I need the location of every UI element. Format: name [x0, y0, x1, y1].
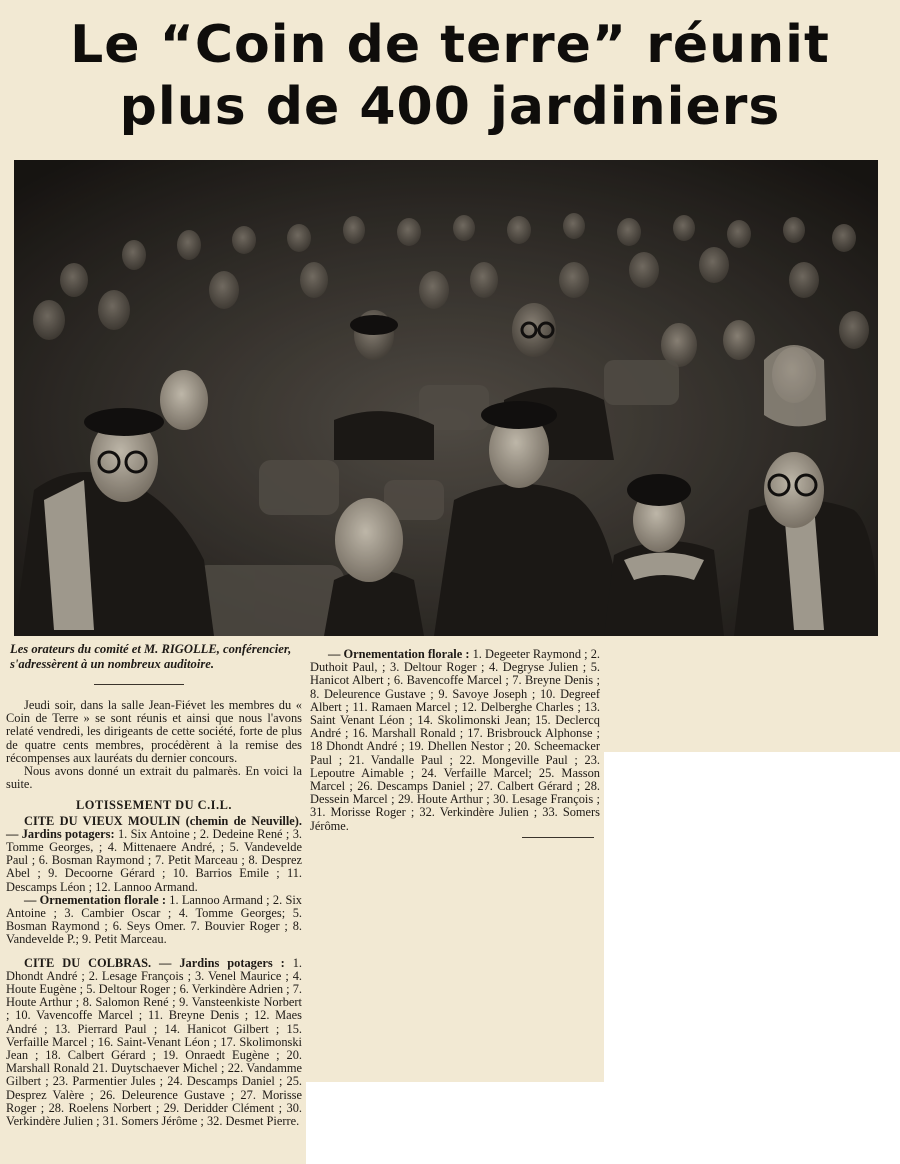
colbras-orn-label: — Ornementation florale :	[328, 647, 470, 661]
section-title-cil: LOTISSEMENT DU C.I.L.	[76, 798, 232, 813]
column-2	[310, 648, 600, 838]
headline-line-2: plus de 400 jardiniers	[119, 77, 781, 137]
audience-photo	[14, 160, 878, 636]
article-intro-2: Nous avons donné un extrait du palmarès. En voici la suite.	[6, 764, 302, 792]
colbras-potagers-start	[6, 957, 302, 1129]
vieux-moulin-orn-list: 1. Lannoo Armand ; 2. Six Antoine ; 3. Cambier Oscar ; 4. Tomme Georges; 5. Bosman Raymond ; 6. Seys Omer. 7. Bouvier Roger ; 8. Vandevelde P.; 9. Petit Marceau.	[6, 892, 302, 947]
caption-divider	[94, 684, 184, 685]
colbras-orn-list: 1. Degeeter Raymond ; 2. Duthoit Paul, ; 3. Deltour Roger ; 4. Degryse Julien ; 5. Hanicot Albert ; 6. Bavencoffe Marcel ; 7. Breyne Denis ; 8. Deleurence Gustave ; 9. Savoye Joseph ; 10. Degreef Albert ; 11. Ramaen Marcel ; 12. Delberghe Charles ; 13. Saint Venant Léon ; 14. Skolimonski Jean; 15. Declercq André ; 16. Marshall Ronald ; 17. Brisbrouck Alphonse ; 18 Dhondt André ; 19. Dhellen Nestor ; 20. Scheemacker Paul ; 21. Vandalle Paul ; 22. Mongeville Paul ; 23. Lepoutre Aimable ; 24. Verfaille Marcel; 25. Masson Marcel ; 26. Descamps Daniel ; 27. Calbert Gérard ; 28. Dessein Marcel ; 29. Houte Arthur ; 30. Lesage François ; 31. Morisse Roger ; 32. Verkindère Julien ; 33. Somers Jérôme.	[310, 647, 600, 833]
audience-photo-illustration	[14, 160, 878, 636]
column-1	[6, 642, 302, 1128]
colbras-heading: CITE DU COLBRAS. — Jardins potagers :	[24, 955, 285, 970]
photo-caption: Les orateurs du comité et M. RIGOLLE, conférencier, s'adressèrent à un nombreux auditoire.	[10, 642, 292, 671]
vieux-moulin-potagers	[6, 815, 302, 894]
headline-line-1: Le “Coin de terre” réunit	[70, 15, 830, 75]
colbras-potagers-list: 1. Dhondt André ; 2. Lesage François ; 3. Venel Maurice ; 4. Houte Eugène ; 5. Deltour Roger ; 6. Verkindère Adrien ; 7. Houte Arthur ; 8. Salomon René ; 9. Vansteenkiste Norbert ; 10. Vavencoffe Marcel ; 11. Breyne Denis ; 12. Maes André ; 13. Pierrard Paul ; 14. Hanicot Gilbert ; 15. Verfaille Marcel ; 16. Saint-Venant Léon ; 17. Skolimonski Jean ; 18. Calbert Gérard ; 19. Onraedt Eugène ; 20. Marshall Ronald 21. Duytschaever Michel ; 22. Vandamme Gilbert ; 23. Parmentier Jules ; 24. Descamps Daniel ; 25. Desprez Valère ; 26. Deleurence Gustave ; 27. Morisse Roger ; 28. Roelens Norbert ; 29. Deridder Clément ; 30. Verkindère Julien ; 31. Somers Jérôme ; 32. Desmet Pierre.	[6, 955, 302, 1129]
article-end-rule	[522, 837, 594, 838]
vieux-moulin-potagers-list: 1. Six Antoine ; 2. Dedeine René ; 3. Tomme Georges, ; 4. Mittenaere André, ; 5. Vandevelde Paul ; 6. Bosman Raymond ; 7. Petit Marceau ; 8. Desprez Abel ; 9. Decoorne Gérard ; 10. Barrios Emile ; 11. Descamps Léon ; 12. Lannoo Armand.	[6, 826, 302, 894]
vieux-moulin-orn-label: — Ornementation florale :	[24, 892, 166, 907]
headline	[0, 14, 900, 138]
colbras-ornementation	[310, 648, 600, 833]
article-intro: Jeudi soir, dans la salle Jean-Fiévet les membres du « Coin de Terre » se sont réunis et ainsi que nous l'avons relaté vendredi, les dirigeants de cette société, forte de plus de quatre cents membres, procédèrent à la remise des récompenses aux lauréats du dernier concours.	[6, 698, 302, 765]
vieux-moulin-heading: CITE DU VIEUX MOULIN (chemin de Neuville). — Jardins potagers:	[6, 813, 302, 841]
vieux-moulin-ornementation	[6, 894, 302, 947]
